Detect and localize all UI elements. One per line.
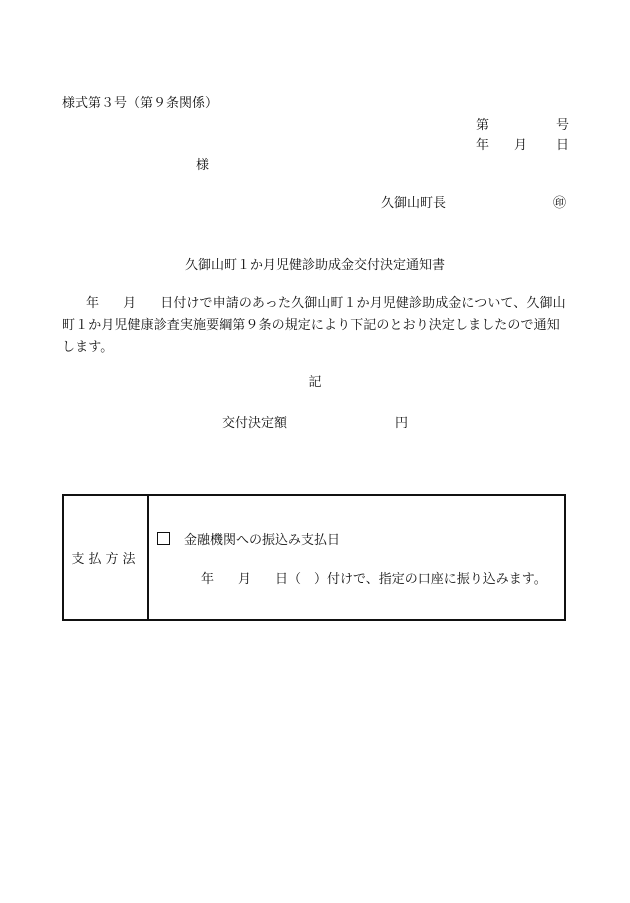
payment-method-body — [149, 496, 564, 619]
date-day: 日 — [556, 138, 570, 153]
payment-date-month: 月 — [238, 572, 252, 587]
payment-table — [62, 494, 566, 621]
ki-heading: 記 — [308, 375, 322, 390]
document-title: 久御山町１か月児健診助成金交付決定通知書 — [184, 258, 445, 273]
date-year: 年 — [476, 138, 490, 153]
date-month: 月 — [514, 138, 528, 153]
payment-date-suffix: 付けで、指定の口座に振り込みます。 — [327, 572, 547, 587]
payment-date-year: 年 — [201, 572, 215, 587]
checkbox-icon[interactable] — [157, 532, 170, 545]
form-number: 様式第３号（第９条関係） — [62, 96, 219, 111]
body-text: 日付けで申請のあった久御山町１か月児健診助成金について、久御山町１か月児健康診査実施要綱第９条の規定により下記のとおり決定しましたので通知します。 — [62, 296, 566, 355]
seal-mark: ㊞ — [553, 196, 567, 211]
payment-method-header: 支払方法 — [64, 496, 149, 619]
recipient-suffix: 様 — [196, 158, 210, 173]
bank-transfer-label: 金融機関への振込み支払日 — [184, 533, 341, 548]
payment-date-day: 日（ ） — [275, 572, 328, 587]
payment-date-line — [201, 571, 547, 589]
amount-unit: 円 — [395, 416, 409, 431]
doc-number-suffix: 号 — [556, 118, 570, 133]
amount-label: 交付決定額 — [222, 416, 288, 431]
body-paragraph — [62, 293, 570, 359]
body-month: 月 — [123, 296, 137, 311]
doc-number-prefix: 第 — [476, 118, 490, 133]
bank-transfer-option — [157, 532, 340, 550]
body-year: 年 — [86, 296, 100, 311]
issuer-name: 久御山町長 — [381, 196, 447, 211]
